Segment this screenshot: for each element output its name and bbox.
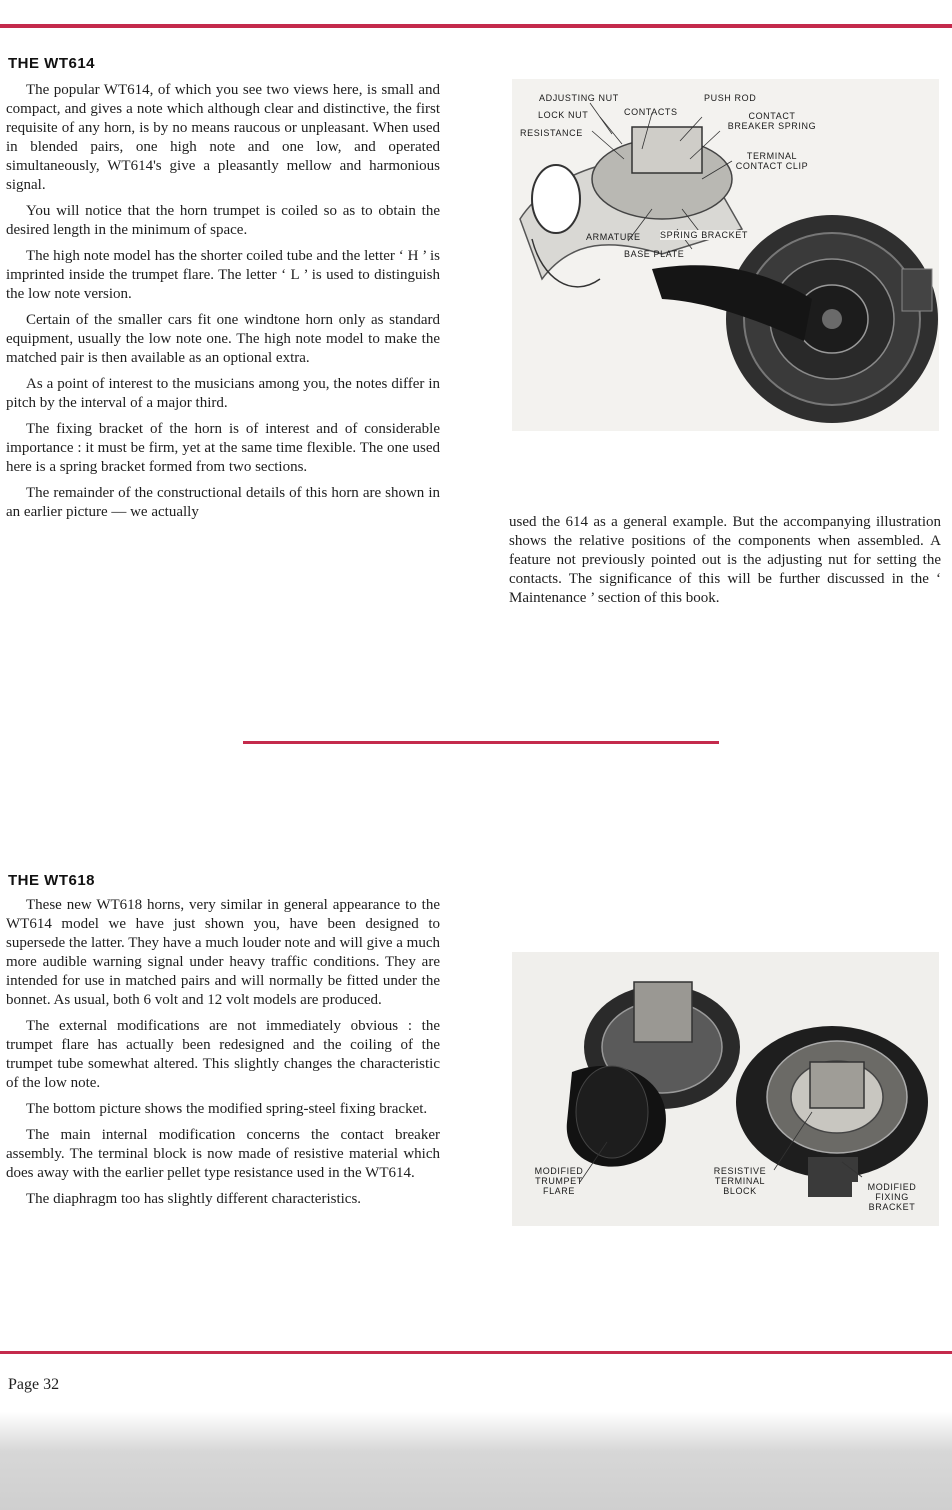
wt614-paragraph: The high note model has the shorter coiled tube and the letter ‘ H ’ is imprinted inside the trumpet flare. The letter ‘ L ’ is used to distinguish the low note version. xyxy=(6,248,440,302)
label-terminal-contact-clip xyxy=(724,151,820,171)
wt614-paragraph: Certain of the smaller cars fit one windtone horn only as standard equipment, usually the low note one. The high note model to make the matched pair is then available as an optional extra. xyxy=(6,312,440,366)
label-resistance: RESISTANCE xyxy=(520,128,583,138)
label-contact-breaker-spring-line1: CONTACT xyxy=(748,111,796,121)
label-contacts: CONTACTS xyxy=(624,107,678,117)
wt614-paragraph: The popular WT614, of which you see two views here, is small and compact, and gives a note which although clear and distinctive, the first requisite of any horn, is by no means raucous or unpleasant. When used in blended pairs, one high note and one low, and operated simultaneously, WT614's give a pleasantly mellow and harmonious signal. xyxy=(6,82,440,193)
wt618-text-column xyxy=(6,896,440,1216)
scan-margin xyxy=(0,1412,952,1510)
wt618-paragraph: The main internal modification concerns the contact breaker assembly. The terminal block is now made of resistive material which does away with the earlier pellet type resistance used in the WT614. xyxy=(6,1127,440,1181)
wt614-paragraph: As a point of interest to the musicians among you, the notes differ in pitch by the interval of a major third. xyxy=(6,376,440,411)
wt618-paragraph: The diaphragm too has slightly different characteristics. xyxy=(26,1191,362,1207)
label-spring-bracket: SPRING BRACKET xyxy=(660,230,748,240)
label-modified-fixing-bracket-line3: BRACKET xyxy=(868,1202,916,1212)
wt618-paragraph: These new WT618 horns, very similar in general appearance to the WT614 model we have just shown you, have been designed to supersede the latter. They have a much louder note and will give a much more audible warning signal under heavy traffic conditions. They are intended for use in matched pairs and will normally be fitted under the bonnet. As usual, both 6 volt and 12 volt models are produced. xyxy=(6,897,440,1008)
wt614-heading: THE WT614 xyxy=(8,55,96,72)
top-divider xyxy=(0,24,952,28)
wt614-paragraph: The remainder of the constructional details of this horn are shown in an earlier picture — we actually xyxy=(6,485,440,520)
wt618-horns-photo xyxy=(512,952,939,1226)
wt614-horn-illustration xyxy=(512,79,939,431)
label-modified-fixing-bracket-line1: MODIFIED xyxy=(867,1182,917,1192)
bottom-divider xyxy=(0,1351,952,1354)
label-modified-trumpet-flare-line2: TRUMPET xyxy=(535,1176,583,1186)
label-resistive-terminal-block-line2: TERMINAL xyxy=(714,1176,766,1186)
wt614-paragraph: The fixing bracket of the horn is of interest and of considerable importance : it must be firm, yet at the same time flexible. The one used here is a spring bracket formed from two sections. xyxy=(6,421,440,475)
label-modified-trumpet-flare xyxy=(524,1166,594,1196)
label-resistive-terminal-block xyxy=(700,1166,780,1196)
wt618-heading: THE WT618 xyxy=(8,872,96,889)
wt618-paragraph: The external modifications are not immediately obvious : the trumpet flare has actually been redesigned and the coiling of the trumpet tube somewhat altered. This slightly changes the characteristic of the low note. xyxy=(6,1018,440,1091)
label-modified-fixing-bracket xyxy=(852,1182,932,1212)
label-resistive-terminal-block-line3: BLOCK xyxy=(723,1186,757,1196)
page-number: Page 32 xyxy=(8,1376,60,1393)
label-terminal-contact-clip-line2: CONTACT CLIP xyxy=(735,161,809,171)
label-resistive-terminal-block-line1: RESISTIVE xyxy=(713,1166,767,1176)
label-armature: ARMATURE xyxy=(586,232,641,242)
label-adjusting-nut: ADJUSTING NUT xyxy=(539,93,619,103)
wt618-paragraph: The bottom picture shows the modified spring-steel fixing bracket. xyxy=(26,1101,428,1117)
label-modified-fixing-bracket-line2: FIXING xyxy=(875,1192,909,1202)
label-contact-breaker-spring xyxy=(724,111,820,131)
label-modified-trumpet-flare-line1: MODIFIED xyxy=(534,1166,584,1176)
wt614-continuation-paragraph: used the 614 as a general example. But the accompanying illustration shows the relative positions of the components when assembled. A feature not previously pointed out is the adjusting nut for setting the contacts. The significance of this will be further discussed in the ‘ Maintenance ’ section of this book. xyxy=(509,514,941,606)
label-push-rod: PUSH ROD xyxy=(704,93,757,103)
label-contact-breaker-spring-line2: BREAKER SPRING xyxy=(727,121,817,131)
label-terminal-contact-clip-line1: TERMINAL xyxy=(746,151,798,161)
section-divider xyxy=(243,741,719,744)
label-lock-nut: LOCK NUT xyxy=(538,110,589,120)
wt614-text-column xyxy=(6,81,440,529)
label-base-plate: BASE PLATE xyxy=(624,249,685,259)
wt614-paragraph: You will notice that the horn trumpet is coiled so as to obtain the desired length in the minimum of space. xyxy=(6,203,440,238)
label-modified-trumpet-flare-line3: FLARE xyxy=(542,1186,575,1196)
